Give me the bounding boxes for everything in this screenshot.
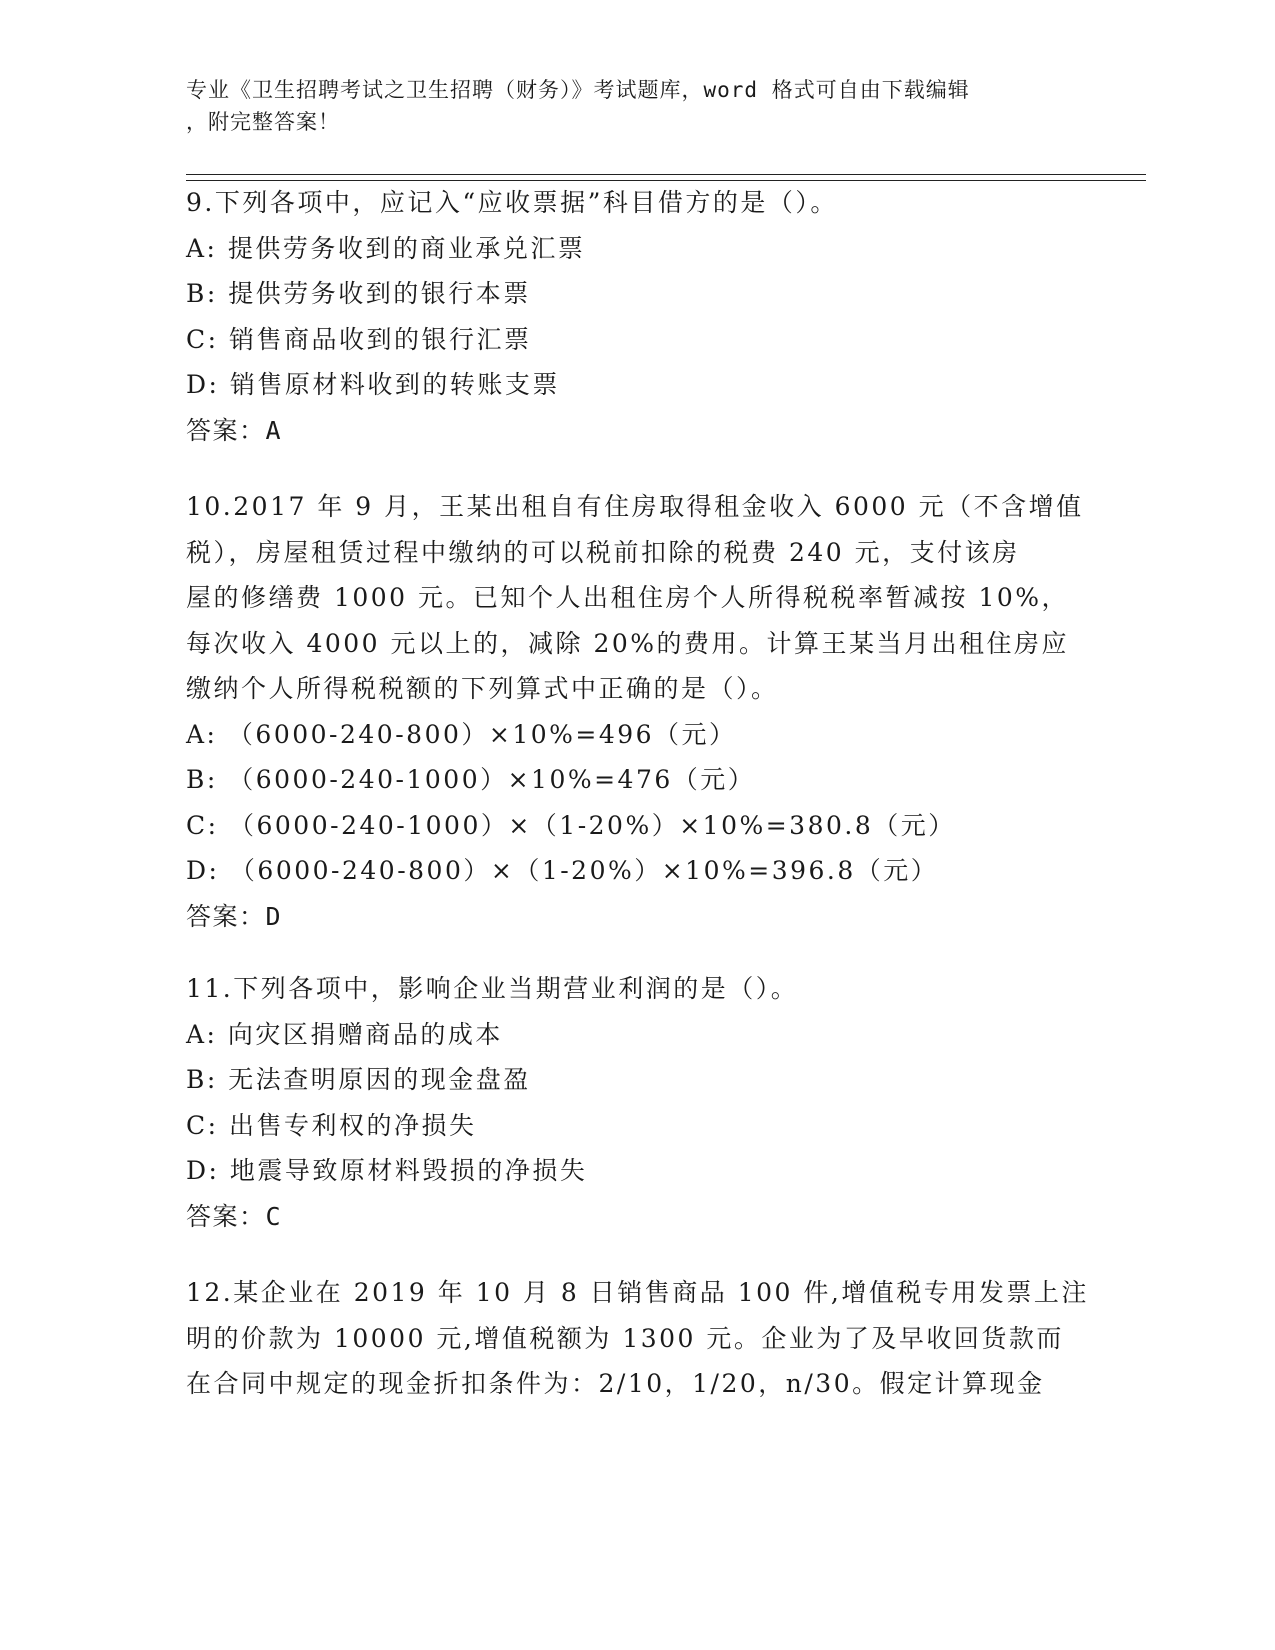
option-b: B: （6000-240-1000）×10%=476（元） [186, 765, 756, 794]
option-d: D: 地震导致原材料毁损的净损失 [186, 1156, 588, 1185]
question-9 [186, 180, 1066, 453]
option-a: A: 提供劳务收到的商业承兑汇票 [186, 233, 586, 263]
question-11 [186, 966, 1066, 1239]
header-line-2: ，附完整答案！ [186, 110, 340, 134]
option-c: C: 销售商品收到的银行汇票 [186, 324, 532, 354]
option-d: D: 销售原材料收到的转账支票 [186, 370, 560, 399]
answer-line: 答案：D [186, 901, 283, 931]
question-stem-line: 12.某企业在 2019 年 10 月 8 日销售商品 100 件,增值税专用发票上注 [186, 1278, 1089, 1307]
question-stem-line: 11.下列各项中，影响企业当期营业利润的是（）。 [186, 974, 799, 1003]
question-stem-line: 在合同中规定的现金折扣条件为：2/10，1/20，n/30。假定计算现金 [186, 1369, 1045, 1398]
question-stem-line: 税），房屋租赁过程中缴纳的可以税前扣除的税费 240 元，支付该房 [186, 537, 1020, 567]
option-a: A: （6000-240-800）×10%=496（元） [186, 719, 737, 749]
question-12 [186, 1270, 1089, 1407]
question-stem-line: 缴纳个人所得税税额的下列算式中正确的是（）。 [186, 674, 779, 703]
document-header [186, 74, 1066, 138]
question-stem-line: 屋的修缮费 1000 元。已知个人出租住房个人所得税税率暂减按 10%， [186, 583, 1070, 612]
question-10 [186, 484, 1084, 939]
answer-line: 答案：C [186, 1201, 283, 1231]
question-stem-line: 9.下列各项中，应记入“应收票据”科目借方的是（）。 [186, 188, 838, 217]
option-b: B: 无法查明原因的现金盘盈 [186, 1065, 531, 1094]
answer-line: 答案：A [186, 415, 283, 445]
option-c: C: 出售专利权的净损失 [186, 1110, 477, 1140]
header-line-1: 专业《卫生招聘考试之卫生招聘（财务）》考试题库，word 格式可自由下载编辑 [186, 78, 970, 102]
option-a: A: 向灾区捐赠商品的成本 [186, 1019, 503, 1049]
option-d: D: （6000-240-800）×（1-20%）×10%=396.8（元） [186, 856, 939, 885]
header-divider-top [186, 174, 1146, 175]
question-stem-line: 每次收入 4000 元以上的，减除 20%的费用。计算王某当月出租住房应 [186, 628, 1070, 658]
option-b: B: 提供劳务收到的银行本票 [186, 279, 531, 308]
question-stem-line: 10.2017 年 9 月，王某出租自有住房取得租金收入 6000 元（不含增值 [186, 492, 1084, 521]
option-c: C: （6000-240-1000）×（1-20%）×10%=380.8（元） [186, 810, 956, 840]
question-stem-line: 明的价款为 10000 元,增值税额为 1300 元。企业为了及早收回货款而 [186, 1323, 1064, 1353]
